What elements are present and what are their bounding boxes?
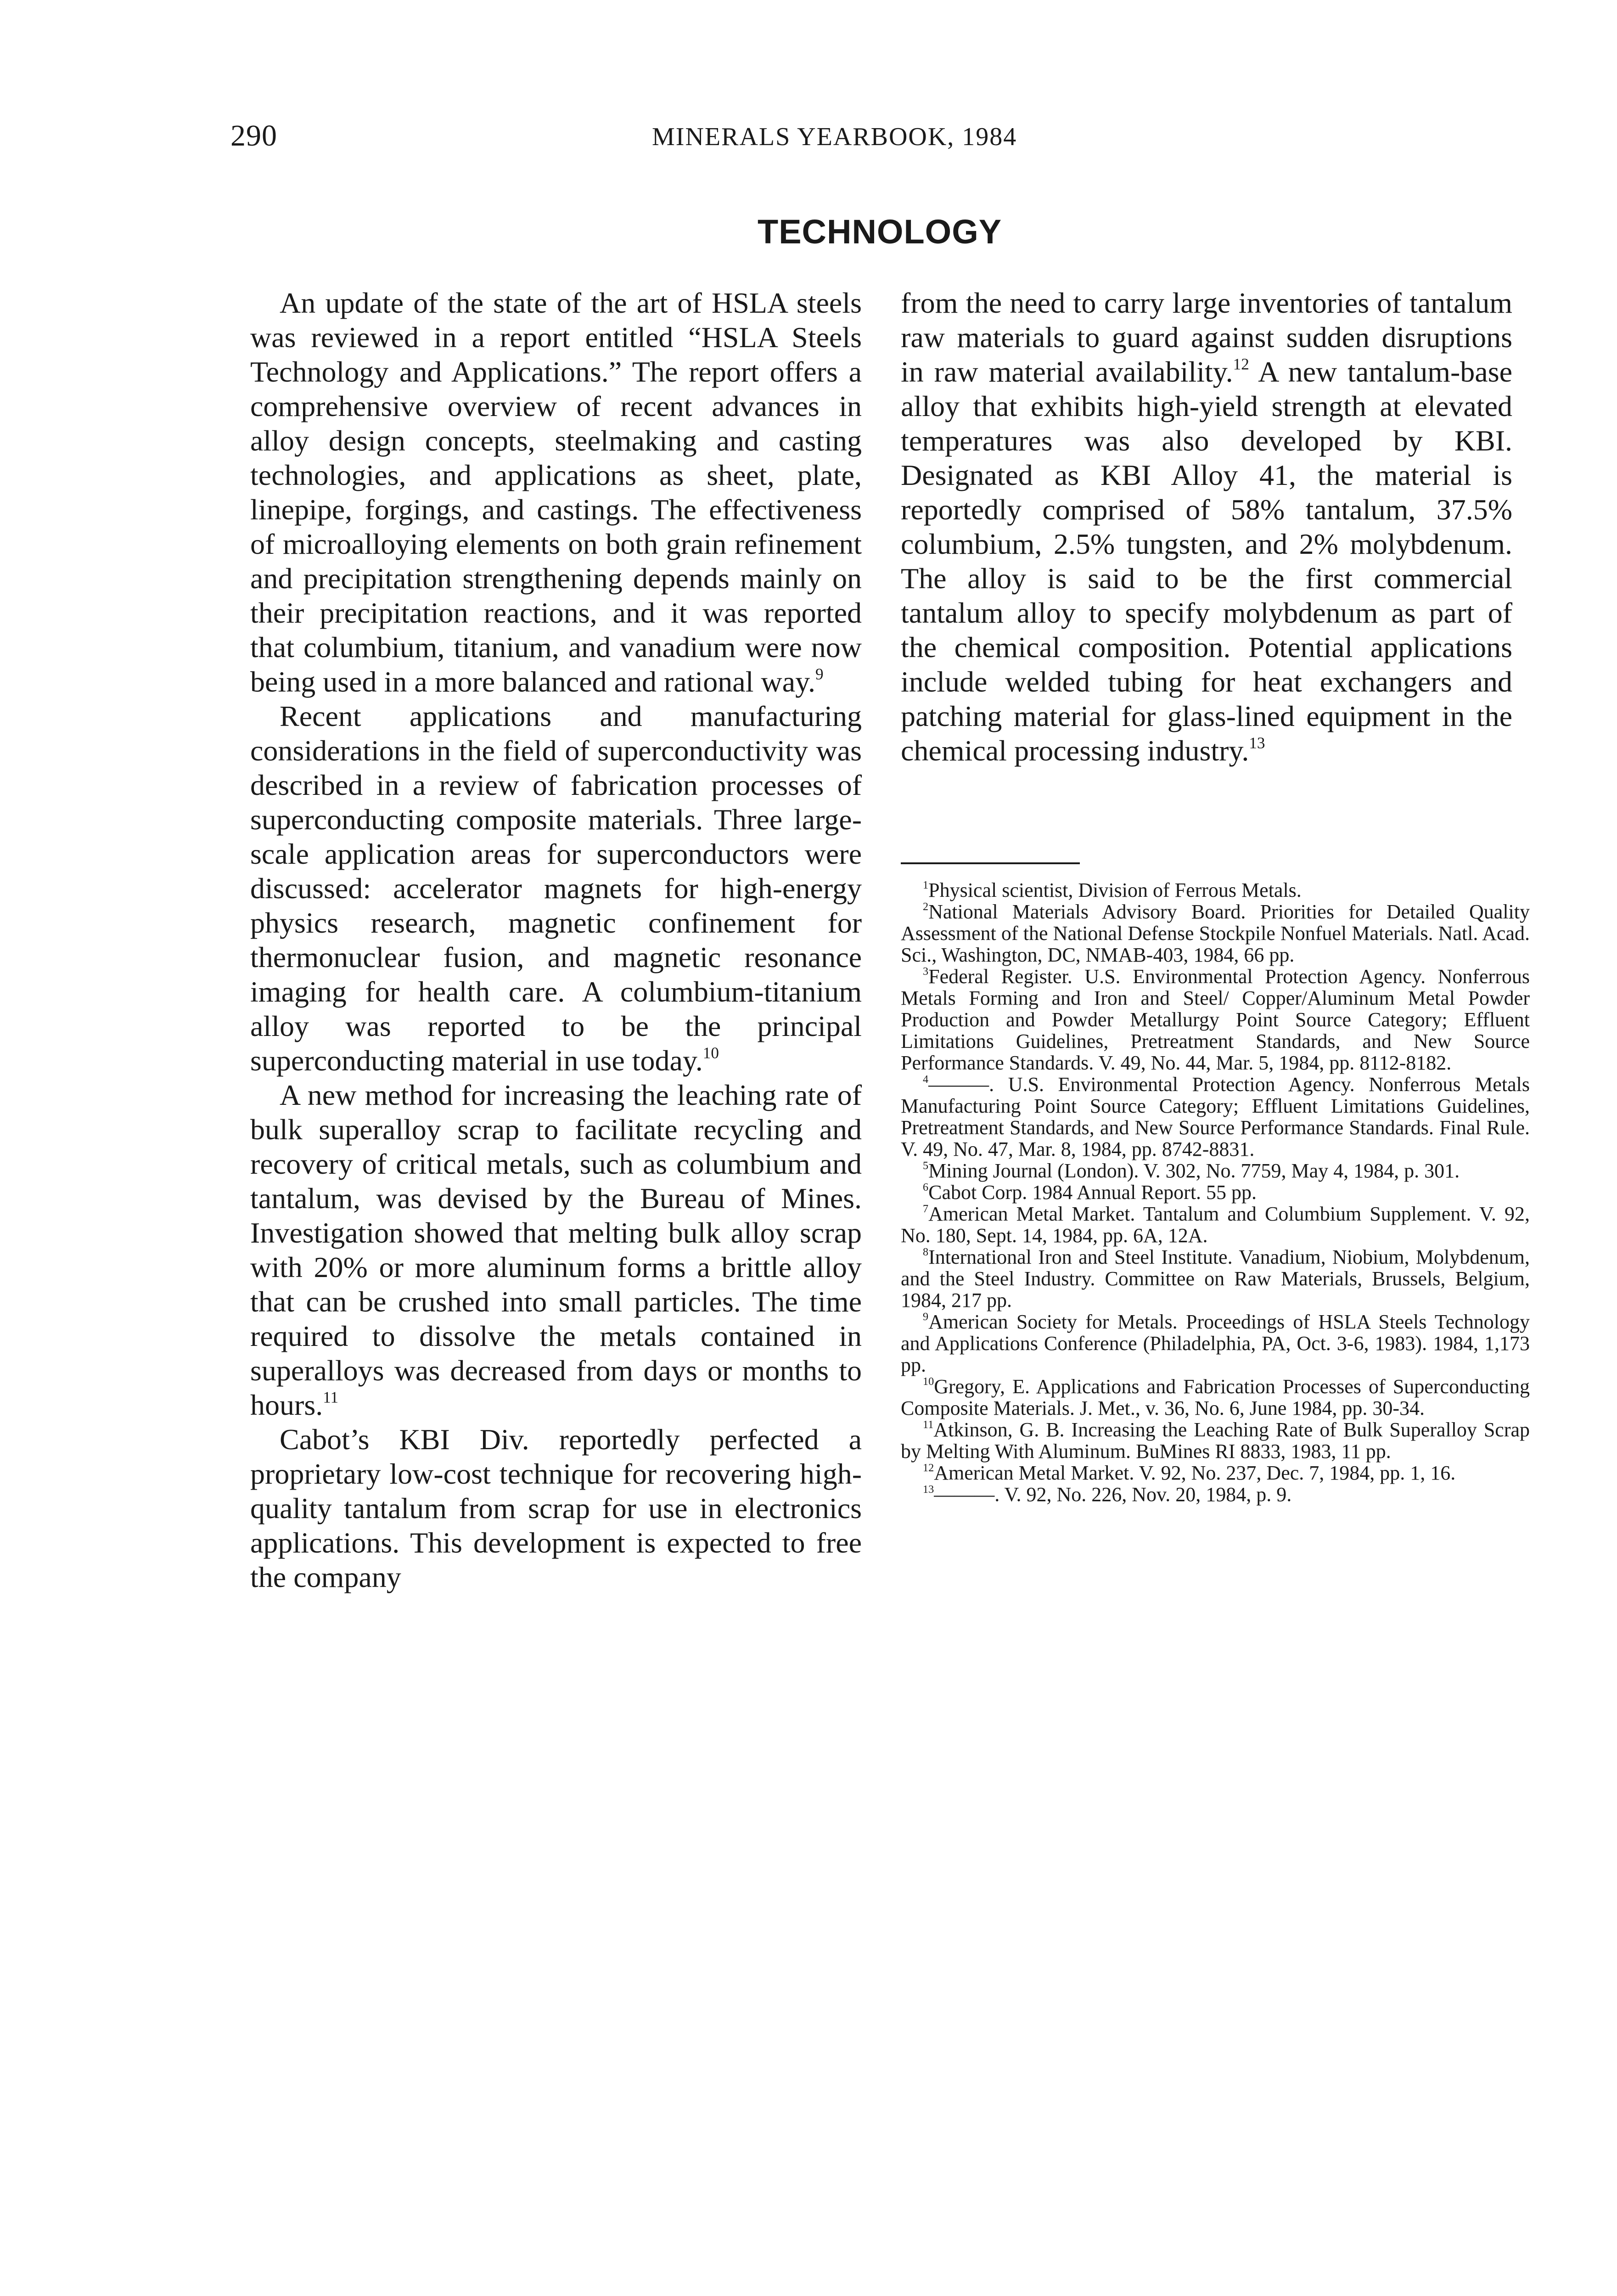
paragraph-superalloy-scrap: A new method for increasing the leaching rate of bulk superalloy scrap to facilitate recycling and recovery of critical metals, such as columbium and tantalum, was devised by the Bureau of Mines. Investigation showed that melting bulk alloy scrap with 20% or more aluminum forms a brittle alloy that can be crushed into small particles. The time required to dissolve the metals contained in superalloys was decreased from days or months to hours.$^{11}$: [250, 1079, 862, 1421]
footnote: $^7$American Metal Market. Tantalum and Columbium Supplement. V. 92, No. 180, Sept. 14, 1984, pp. 6A, 12A.: [901, 1202, 1530, 1247]
section-title: TECHNOLOGY: [758, 213, 1002, 251]
footnote-ref: 9: [815, 665, 824, 683]
footnote: $^9$American Society for Metals. Proceedings of HSLA Steels Technology and Applications Conference (Philadelphia, PA, Oct. 3-6, 1983). 1984, 1,173 pp.: [901, 1310, 1530, 1376]
footnote-ref: 12: [1233, 355, 1249, 373]
paragraph-hsla: An update of the state of the art of HSLA steels was reviewed in a report entitled “HSLA Steels Technology and Applications.” The report offers a comprehensive overview of recent advances in alloy design concepts, steelmaking and casting technologies, and applications as sheet, plate, linepipe, forgings, and castings. The effectiveness of microalloying elements on both grain refinement and precipitation strengthening depends mainly on their precipitation reactions, and it was reported that columbium, titanium, and vanadium were now being used in a more balanced and rational way.$^9$: [250, 287, 862, 698]
running-header: MINERALS YEARBOOK, 1984: [652, 123, 1017, 151]
footnote-ref: 10: [702, 1044, 719, 1062]
page-number: 290: [230, 119, 277, 152]
footnote-ref: 13: [1249, 734, 1265, 752]
footnote: $^1$Physical scientist, Division of Ferrous Metals.: [923, 878, 1302, 901]
paragraph-cabot-kbi-continued: from the need to carry large inventories of tantalum raw materials to guard against sudden disruptions in raw material availability.$^{12}$ A new tantalum-base alloy that exhibits high-yield strength at elevated temperatures was also developed by KBI. Designated as KBI Alloy 41, the material is reportedly comprised of 58% tantalum, 37.5% columbium, 2.5% tungsten, and 2% molybdenum. The alloy is said to be the first commercial tantalum alloy to specify molybdenum as part of the chemical composition. Potential applications include welded tubing for heat exchangers and patching material for glass-lined equipment in the chemical processing industry.$^{13}$: [901, 287, 1512, 767]
footnote: $^{12}$American Metal Market. V. 92, No. 237, Dec. 7, 1984, pp. 1, 16.: [923, 1461, 1456, 1484]
body-column-right: [901, 286, 1512, 768]
footnote: $^{13}$———. V. 92, No. 226, Nov. 20, 1984, p. 9.: [923, 1483, 1292, 1506]
footnote-divider: [901, 862, 1080, 864]
footnote: $^6$Cabot Corp. 1984 Annual Report. 55 pp.: [923, 1181, 1257, 1204]
footnote: $^8$International Iron and Steel Institute. Vanadium, Niobium, Molybdenum, and the Steel Industry. Committee on Raw Materials, Brussels, Belgium, 1984, 217 pp.: [901, 1245, 1530, 1311]
footnote: $^{11}$Atkinson, G. B. Increasing the Leaching Rate of Bulk Superalloy Scrap by Melting With Aluminum. BuMines RI 8833, 1983, 11 pp.: [901, 1418, 1530, 1463]
footnote: $^{10}$Gregory, E. Applications and Fabrication Processes of Superconducting Composite Materials. J. Met., v. 36, No. 6, June 1984, pp. 30-34.: [901, 1375, 1530, 1419]
paragraph-superconductivity: Recent applications and manufacturing considerations in the field of superconductivity was described in a review of fabrication processes of superconducting composite materials. Three large-scale application areas for superconductors were discussed: accelerator magnets for high-energy physics research, magnetic confinement for thermonuclear fusion, and magnetic resonance imaging for health care. A columbium-titanium alloy was reported to be the principal superconducting material in use today.$^{10}$: [250, 700, 862, 1077]
paragraph-cabot-kbi: Cabot’s KBI Div. reportedly perfected a proprietary low-cost technique for recovering high-quality tantalum from scrap for use in electronics applications. This development is expected to free the company: [250, 1423, 862, 1593]
footnote-ref: 11: [323, 1388, 339, 1407]
footnote: $^4$———. U.S. Environmental Protection Agency. Nonferrous Metals Manufacturing Point Source Category; Effluent Limitations Guidelines, Pretreatment Standards, and New Source Performance Standards. Final Rule. V. 49, No. 47, Mar. 8, 1984, pp. 8742-8831.: [901, 1073, 1530, 1160]
footnote: $^5$Mining Journal (London). V. 302, No. 7759, May 4, 1984, p. 301.: [923, 1159, 1460, 1182]
body-column-left: [250, 286, 862, 1594]
footnote: $^2$National Materials Advisory Board. Priorities for Detailed Quality Assessment of the National Defense Stockpile Nonfuel Materials. Natl. Acad. Sci., Washington, DC, NMAB-403, 1984, 66 pp.: [901, 900, 1530, 966]
footnotes: [901, 879, 1530, 1505]
footnote: $^3$Federal Register. U.S. Environmental Protection Agency. Nonferrous Metals Forming and Iron and Steel/ Copper/Aluminum Metal Powder Production and Powder Metallurgy Point Source Category; Effluent Limitations Guidelines, Pretreatment Standards, and New Source Performance Standards. V. 49, No. 44, Mar. 5, 1984, pp. 8112-8182.: [901, 965, 1530, 1074]
